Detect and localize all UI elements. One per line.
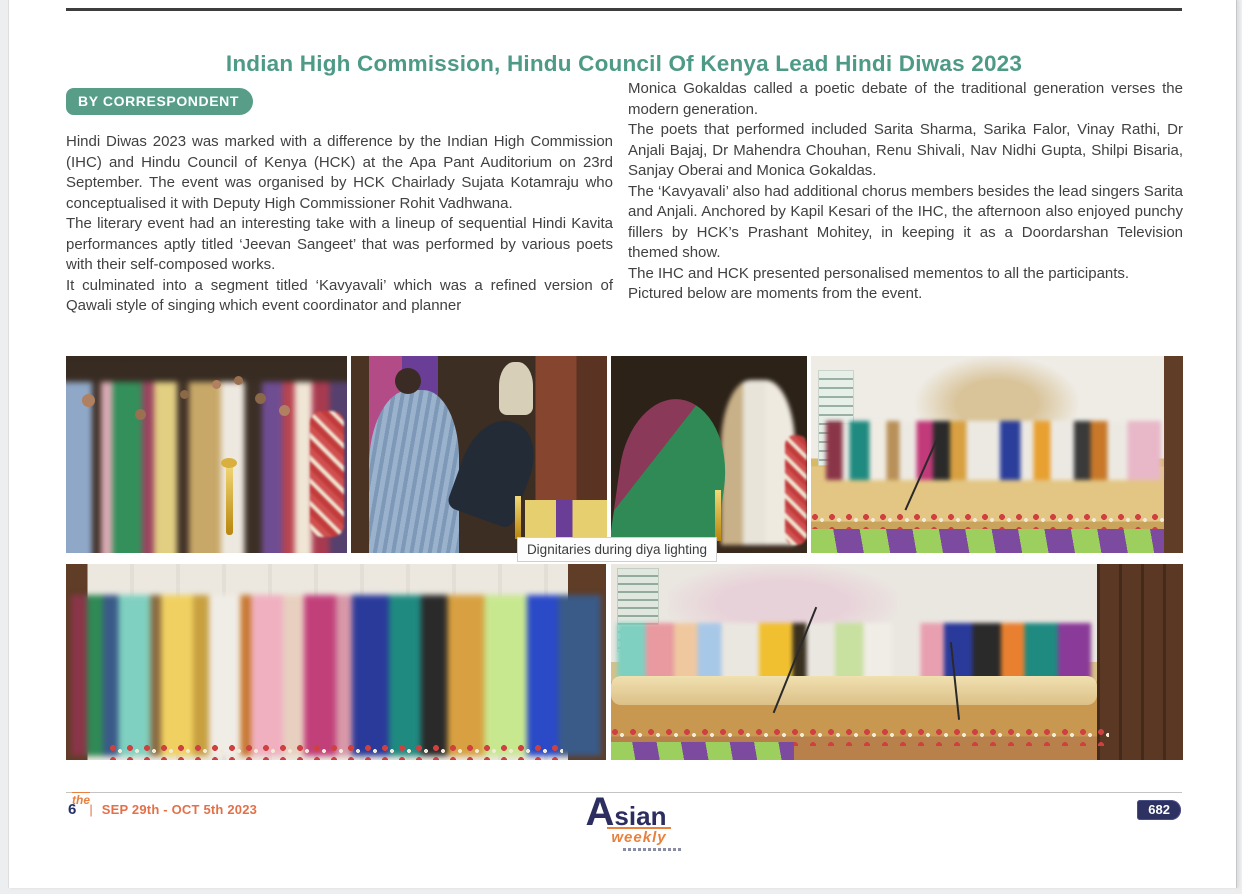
flower-row bbox=[109, 744, 563, 760]
photo-group-portrait bbox=[66, 564, 606, 760]
man-standing-back bbox=[499, 362, 532, 415]
asian-weekly-logo bbox=[561, 790, 691, 851]
magazine-page bbox=[8, 0, 1237, 888]
logo-the-text: $\overline{the}$ bbox=[72, 793, 90, 807]
photo-diya-lighting-group bbox=[66, 356, 347, 553]
stage-skirt bbox=[811, 529, 1164, 553]
stage-bolster bbox=[611, 676, 1097, 705]
photo-caption: Dignitaries during diya lighting bbox=[517, 537, 717, 562]
paragraph: Pictured below are moments from the event. bbox=[628, 285, 923, 303]
logo-weekly-text: weekly bbox=[607, 827, 670, 846]
paragraph: It culminated into a segment titled ‘Kavyavali’ which was a refined version of Qawali style of singing which event coordinator and planner bbox=[66, 276, 613, 315]
issue-number-badge: 682 bbox=[1137, 800, 1181, 820]
photo-dignitary-lighting-diya bbox=[351, 356, 607, 553]
paragraph: Monica Gokaldas called a poetic debate of the traditional generation verses the modern generation. bbox=[628, 80, 1183, 118]
photo-woman-lighting-diya bbox=[611, 356, 807, 553]
logo-tagline bbox=[623, 848, 681, 851]
footer-rule bbox=[66, 792, 1182, 793]
footer-separator: | bbox=[89, 802, 93, 817]
paragraph: The ‘Kavyavali’ also had additional chorus members besides the lead singers Sarita and Anjali. Anchored by Kapil Kesari of the IHC, the afternoon also enjoyed punchy fillers by HCK’s Prashant Mohitey, in keeping it as a Doordarshan Television themed show. bbox=[628, 182, 1183, 262]
diya-lamp bbox=[226, 464, 233, 535]
article-column-left bbox=[66, 132, 613, 317]
paragraph: Hindi Diwas 2023 was marked with a difference by the Indian High Commission (IHC) and Hindu Council of Kenya (HCK) at the Apa Pant Auditorium on 23rd September. The event was organised by HCK Chairlady Sujata Kotamraju who conceptualised it with Deputy High Commissioner Rohit Vadhwana. bbox=[66, 133, 613, 212]
seated-performers bbox=[826, 421, 1161, 480]
photo-stage-wide-view bbox=[811, 356, 1183, 553]
stage-skirt bbox=[611, 742, 794, 760]
byline-badge: BY CORRESPONDENT bbox=[66, 88, 253, 115]
paragraph: The poets that performed included Sarita Sharma, Sarika Falor, Vinay Rathi, Dr Anjali Bajaj, Dr Mahendra Chouhan, Renu Shivali, Nav Nidhi Gupta, Shilpi Bisaria, Sanjay Oberai and Monica Gokaldas. bbox=[628, 121, 1183, 180]
group-of-participants bbox=[71, 595, 600, 756]
photo-musical-performance bbox=[611, 564, 1183, 760]
footer-left bbox=[68, 801, 257, 818]
flower-garland bbox=[310, 411, 344, 537]
article-headline: Indian High Commission, Hindu Council Of Kenya Lead Hindi Diwas 2023 bbox=[225, 51, 1023, 77]
diya-lamp bbox=[715, 490, 721, 541]
man-head bbox=[395, 368, 421, 394]
paragraph: The literary event had an interesting take with a lineup of sequential Hindi Kavita performances aptly titled ‘Jeevan Sangeet’ that was performed by various poets with their self-composed works. bbox=[66, 215, 613, 274]
logo-asian-text: Asian bbox=[585, 790, 667, 834]
paragraph: The IHC and HCK presented personalised mementos to all the participants. bbox=[628, 264, 1130, 282]
top-rule bbox=[66, 8, 1182, 11]
man-in-blue-shirt bbox=[369, 390, 459, 554]
flower-garland bbox=[785, 435, 807, 545]
page-number: 6 bbox=[68, 801, 77, 818]
photo-heads bbox=[82, 394, 95, 407]
wood-panel bbox=[1164, 356, 1183, 553]
issue-date-range: SEP 29th - OCT 5th 2023 bbox=[101, 802, 258, 817]
diya-lamp-top bbox=[221, 458, 237, 468]
diya-lamp bbox=[515, 496, 521, 539]
photo-people bbox=[66, 382, 347, 553]
wood-panel bbox=[1097, 564, 1183, 760]
article-column-right bbox=[628, 79, 1183, 305]
